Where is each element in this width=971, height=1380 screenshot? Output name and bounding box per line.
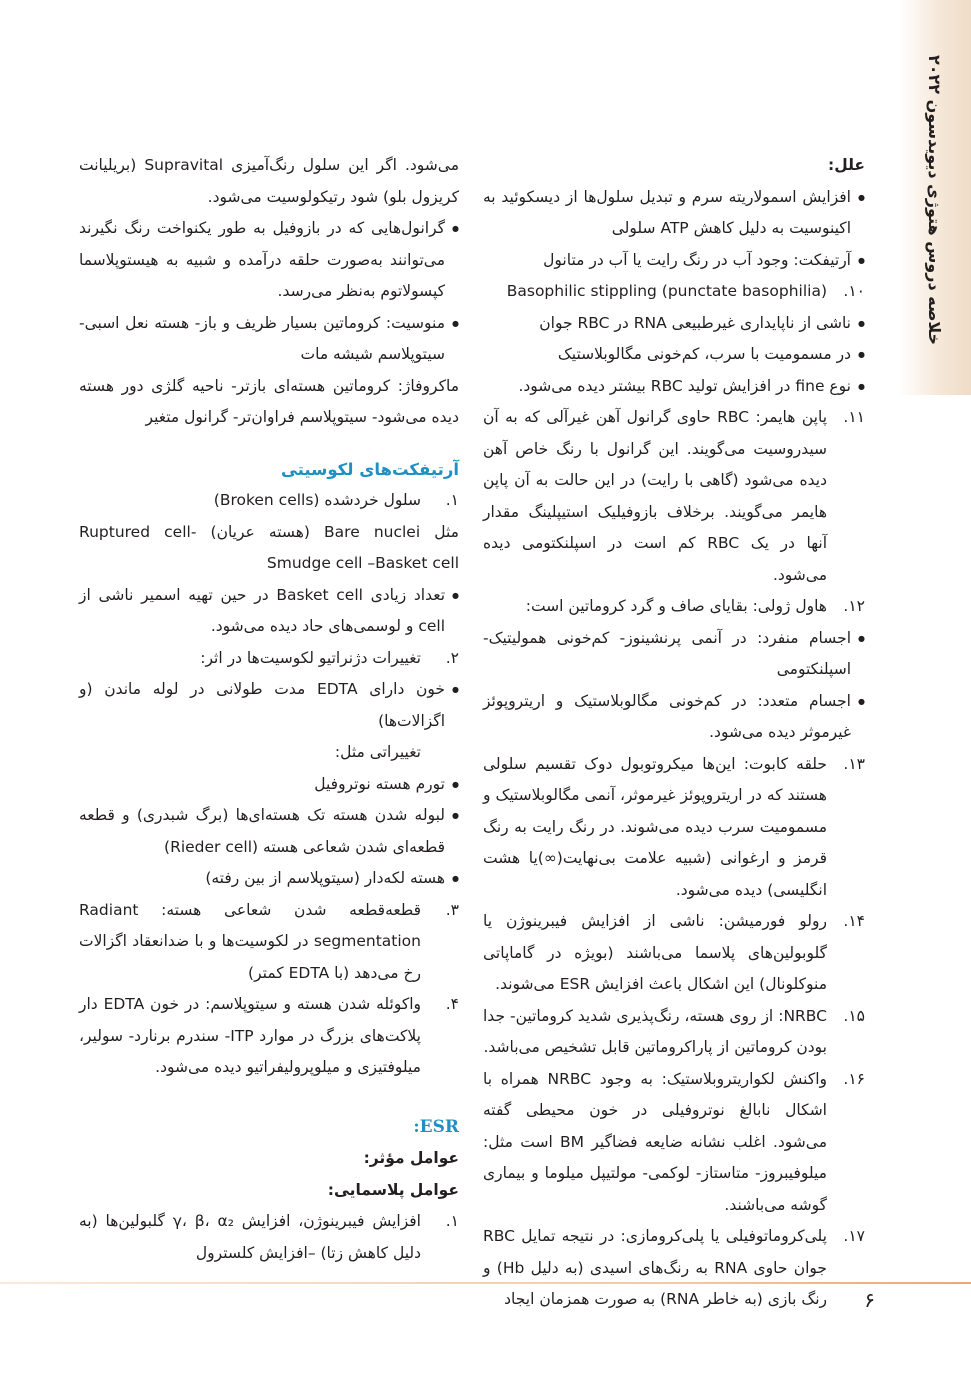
item-number: ۱۴. — [843, 912, 865, 930]
numbered-item — [483, 749, 865, 907]
numbered-item — [79, 989, 459, 1084]
item-text: پلی‌کروماتوفیلی یا پلی‌کرومازی: در نتیجه تمایل RBC جوان حاوی RNA به رنگ‌های اسیدی (به دلیل Hb) و رنگ بازی (به خاطر RNA) به صورت همزمان ایجاد — [483, 1227, 827, 1308]
bullet-item: ● نوع fine در افزایش تولید RBC بیشتر دیده می‌شود. — [483, 371, 865, 403]
numbered-item — [79, 1206, 459, 1269]
bullet-item: ● اجسام منفرد: در آنمی پرنشینوز- کم‌خونی همولیتیک- اسپلنکتومی — [483, 623, 865, 686]
item-number: ۳. — [445, 900, 459, 919]
numbered-item — [483, 1064, 865, 1222]
numbered-item — [79, 485, 459, 517]
bullet-item: ● خون دارای EDTA مدت طولانی در لوله ماندن (و اگزالات‌ها) — [79, 674, 459, 737]
item-number: ۱۰. — [843, 282, 865, 300]
paragraph: ماکروفاژ: کروماتین هسته‌ای بازتر- ناحیه گلژی دور هسته دیده می‌شود- سیتوپلاسم فراوان‌تر- گرانول متغیر — [79, 376, 459, 426]
item-number: ۲. — [445, 648, 459, 667]
bullet-item: ● افزایش اسمولاریته سرم و تبدیل سلول‌ها از دیسکوئید به اکینوسیت به دلیل کاهش ATP سلولی — [483, 182, 865, 245]
numbered-item — [79, 895, 459, 990]
numbered-item — [483, 906, 865, 1001]
item-text: قطعه‌قطعه شدن شعاعی هسته: Radiant segmentation در لکوسیت‌ها و با ضدانعقاد اگزالات رخ می‌دهد (با EDTA کمتر) — [79, 900, 421, 982]
item-text: رولو فورمیشن: ناشی از افزایش فیبرینوژن یا گلوبولین‌های پلاسما می‌باشند (بویژه در گاماپاتی منوکلونال) این اشکال باعث افزایش ESR می‌شوند. — [483, 912, 827, 993]
item-text: NRBC: از روی هسته، رنگ‌پذیری شدید کروماتین- جدا بودن کروماتین از پاراکروماتین قابل تشخیص می‌باشد. — [483, 1006, 827, 1056]
numbered-item — [483, 591, 865, 623]
bullet-item: ● هسته لکه‌دار (سیتوپلاسم از بین رفته) — [79, 863, 459, 895]
numbered-item — [483, 1221, 865, 1316]
item-number: ۱۶. — [843, 1069, 865, 1088]
item-number: ۱۵. — [843, 1006, 865, 1025]
bullet-item: ● اجسام متعدد: در کم‌خونی مگالوبلاستیک و اریتروپوئز غیرموثر دیده می‌شود. — [483, 686, 865, 749]
section-heading: علل: — [828, 156, 865, 174]
item-text: افزایش فیبرینوژن، افزایش γ، β، α₂ گلبولین‌ها (به دلیل کاهش زتا) –افزایش کلسترول — [79, 1212, 421, 1262]
paragraph: مثل Bare nuclei (هسته عریان) Ruptured cell- Smudge cell –Basket cell — [79, 522, 459, 572]
item-number: ۱۳. — [843, 754, 865, 773]
footer-rule — [0, 1282, 971, 1284]
bullet-item: ● تعداد زیادی Basket cell در حین تهیه اسمیر ناشی از cell و لوسمی‌های حاد دیده می‌شود. — [79, 580, 459, 643]
numbered-item — [483, 1001, 865, 1064]
bullet-item: ● ناشی از ناپایداری غیرطبیعی RNA در RBC جوان — [483, 308, 865, 340]
bullet-item: ● گرانول‌هایی که در بازوفیل به طور یکنواخت رنگ نگیرند می‌توانند به‌صورت حلقه درآمده و شبیه به هیستوپلاسما کپسولاتوم به‌نظر می‌رسد. — [79, 213, 459, 308]
indented-text: تغییراتی مثل: — [334, 743, 421, 761]
item-number: ۱۷. — [843, 1227, 865, 1245]
bullet-item: ● در مسمومیت با سرب، کم‌خونی مگالوبلاستیک — [483, 339, 865, 371]
bullet-item: ● آرتیفکت: وجود آب در رنگ رایت یا آب در متانول — [483, 245, 865, 277]
numbered-item — [79, 643, 459, 675]
running-title: خلاصه دروس هتوژی دیویدسون ۲۰۲۲ — [925, 54, 944, 346]
esr-heading: ESR: — [413, 1116, 459, 1137]
section-heading: عوامل پلاسمایی: — [327, 1180, 459, 1199]
item-number: ۱. — [445, 491, 459, 509]
item-text: حلقه کابوت: این‌ها میکروتوبول دوک تقسیم سلولی هستند که در اریتروپوئز غیرموثر، آنمی مگالوبلاستیک و مسمومیت سرب دیده می‌شوند. در رنگ رایت به رنگ قرمز و ارغوانی (شبیه علامت بی‌نهایت(∞)یا هشت انگلیسی) دیده می‌شود. — [483, 754, 827, 899]
item-text: واکوئله شدن هسته و سیتوپلاسم: در خون EDTA دار پلاکت‌های بزرگ در موارد ITP- سندرم برنارد- سولیر، میلوفتیزی و میلوپرولیفراتیو دیده می‌شود. — [79, 995, 422, 1076]
item-text: واکنش لکواریتروبلاستیک: به وجود NRBC همراه با اشکال نابالغ نوتروفیلی در خون محیطی گفته می‌شود. اغلب نشانه ضایعه فضاگیر BM است مثل: میلوفیبروز- متاستاز- لوکمی- مولتیپل میلوما و بیماری گوشه می‌باشند. — [483, 1069, 827, 1214]
bullet-item: ● منوسیت: کروماتین بسیار ظریف و باز- هسته نعل اسبی- سیتوپلاسم شیشه مات — [79, 308, 459, 371]
item-text: هاول ژولی: بقایای صاف و گرد کروماتین است: — [525, 597, 827, 615]
section-heading: عوامل مؤثر: — [363, 1149, 459, 1167]
item-text: پاپن هایمر: RBC حاوی گرانول آهن غیرآلی که به آن سیدروسیت می‌گویند. این گرانول با رنگ خاص آهن دیده می‌شود (گاهی با رایت) در این حالت به آن پاپن هایمر می‌گویند. برخلاف بازوفیلیک استیپلینگ مقدار آنها در یک RBC کم است در اسپلنکتومی دیده می‌شود. — [483, 408, 828, 584]
item-number: ۴. — [445, 995, 459, 1013]
numbered-item — [483, 402, 865, 591]
side-band — [899, 0, 971, 395]
section-heading-blue: آرتیفکت‌های لکوسیتی — [280, 459, 459, 479]
item-number: ۱۱. — [843, 408, 865, 426]
page-number: ۶ — [864, 1288, 875, 1312]
item-text: سلول خردشده (Broken cells) — [213, 491, 421, 509]
numbered-item — [483, 276, 865, 308]
bullet-item: ● تورم هسته نوتروفیل — [79, 769, 459, 801]
item-text: تغییرات دژنراتیو لکوسیت‌ها در اثر: — [200, 648, 421, 667]
item-text: Basophilic stippling (punctate basophilia) — [506, 282, 827, 300]
left-column — [79, 150, 459, 1269]
right-column — [483, 150, 865, 1316]
item-number: ۱. — [445, 1212, 459, 1230]
paragraph: می‌شود. اگر این سلول رنگ‌آمیزی Supravital (بریلیانت کریزول بلو) شود رتیکولوسیت می‌شود. — [79, 156, 459, 206]
item-number: ۱۲. — [843, 597, 865, 615]
bullet-item: ● لبوله شدن هسته تک هسته‌ای‌ها (برگ شبدری) و قطعه قطعه‌ای شدن شعاعی هسته (Rieder cell) — [79, 800, 459, 863]
